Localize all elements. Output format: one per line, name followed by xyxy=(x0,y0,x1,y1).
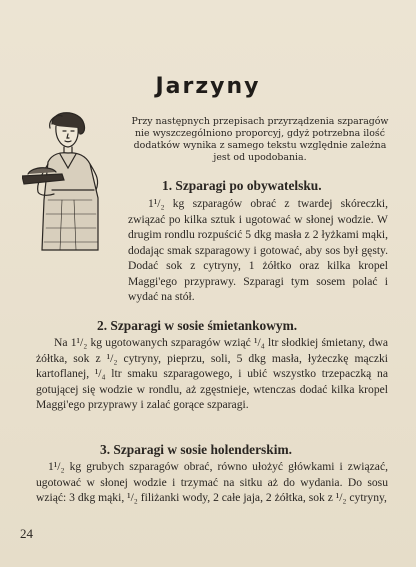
recipe-heading-3: 3. Szparagi w sosie holenderskim. xyxy=(100,442,292,457)
recipe-heading-2: 2. Szparagi w sosie śmietankowym. xyxy=(97,318,298,333)
page-title: Jarzyny xyxy=(155,74,261,99)
recipe-text-3: 1¹/₂ kg grubych szparagów obrać, równo ułożyć główkami i związać, ugotować w słonej wodzie i trzymać na sitku aż do wydania. Do sosu wziąć: 3 dkg mąki, ¹/₂ filiżanki wody, 2 całe jaja, 2 żółtka, sok z ¹/₂ cytryny, xyxy=(36,460,388,504)
page-number: 24 xyxy=(20,526,33,541)
recipe-text-2: Na 1¹/₂ kg ugotowanych szparagów wziąć ¹/₄ ltr słodkiej śmietany, dwa żółtka, sok z ¹/₂ cytryny, pieprzu, soli, 5 dkg masła, łyżeczkę mączki kartoflanej, ¹/₄ ltr smaku szparagowego, i ubić wszystko trzepaczką na gotującej się wodzie w rondlu, aż zgęstnieje, wtenczas dodać kilka kropel Maggi'ego przyprawy i zalać gorące szparagi. xyxy=(36,336,388,411)
woman-with-tray-illustration xyxy=(22,104,132,254)
recipe-heading-1: 1. Szparagi po obywatelsku. xyxy=(162,178,322,193)
recipe-text-1: 1¹/₂ kg szparagów obrać z twardej skóreczki, związać po kilka sztuk i ugotować w słonej wodzie. W drugim rondlu rozpuścić 5 dkg masła z 2 łyżkami mąki, dodając smak szparagowy i gotować, aby sos był gęsty. Dodać sok z cytryny, 1 żółtko oraz kilka kropel Maggi'ego przyprawy. Szparagi tym sosem polać i wydać na stół. xyxy=(128,197,388,303)
intro-paragraph: Przy następnych przepisach przyrządzenia szparagów nie wyszczególniono proporcyj, gdyż potrzebna ilość dodatków wynika z samego tekstu względnie zależna jest od upodobania. xyxy=(131,116,389,163)
